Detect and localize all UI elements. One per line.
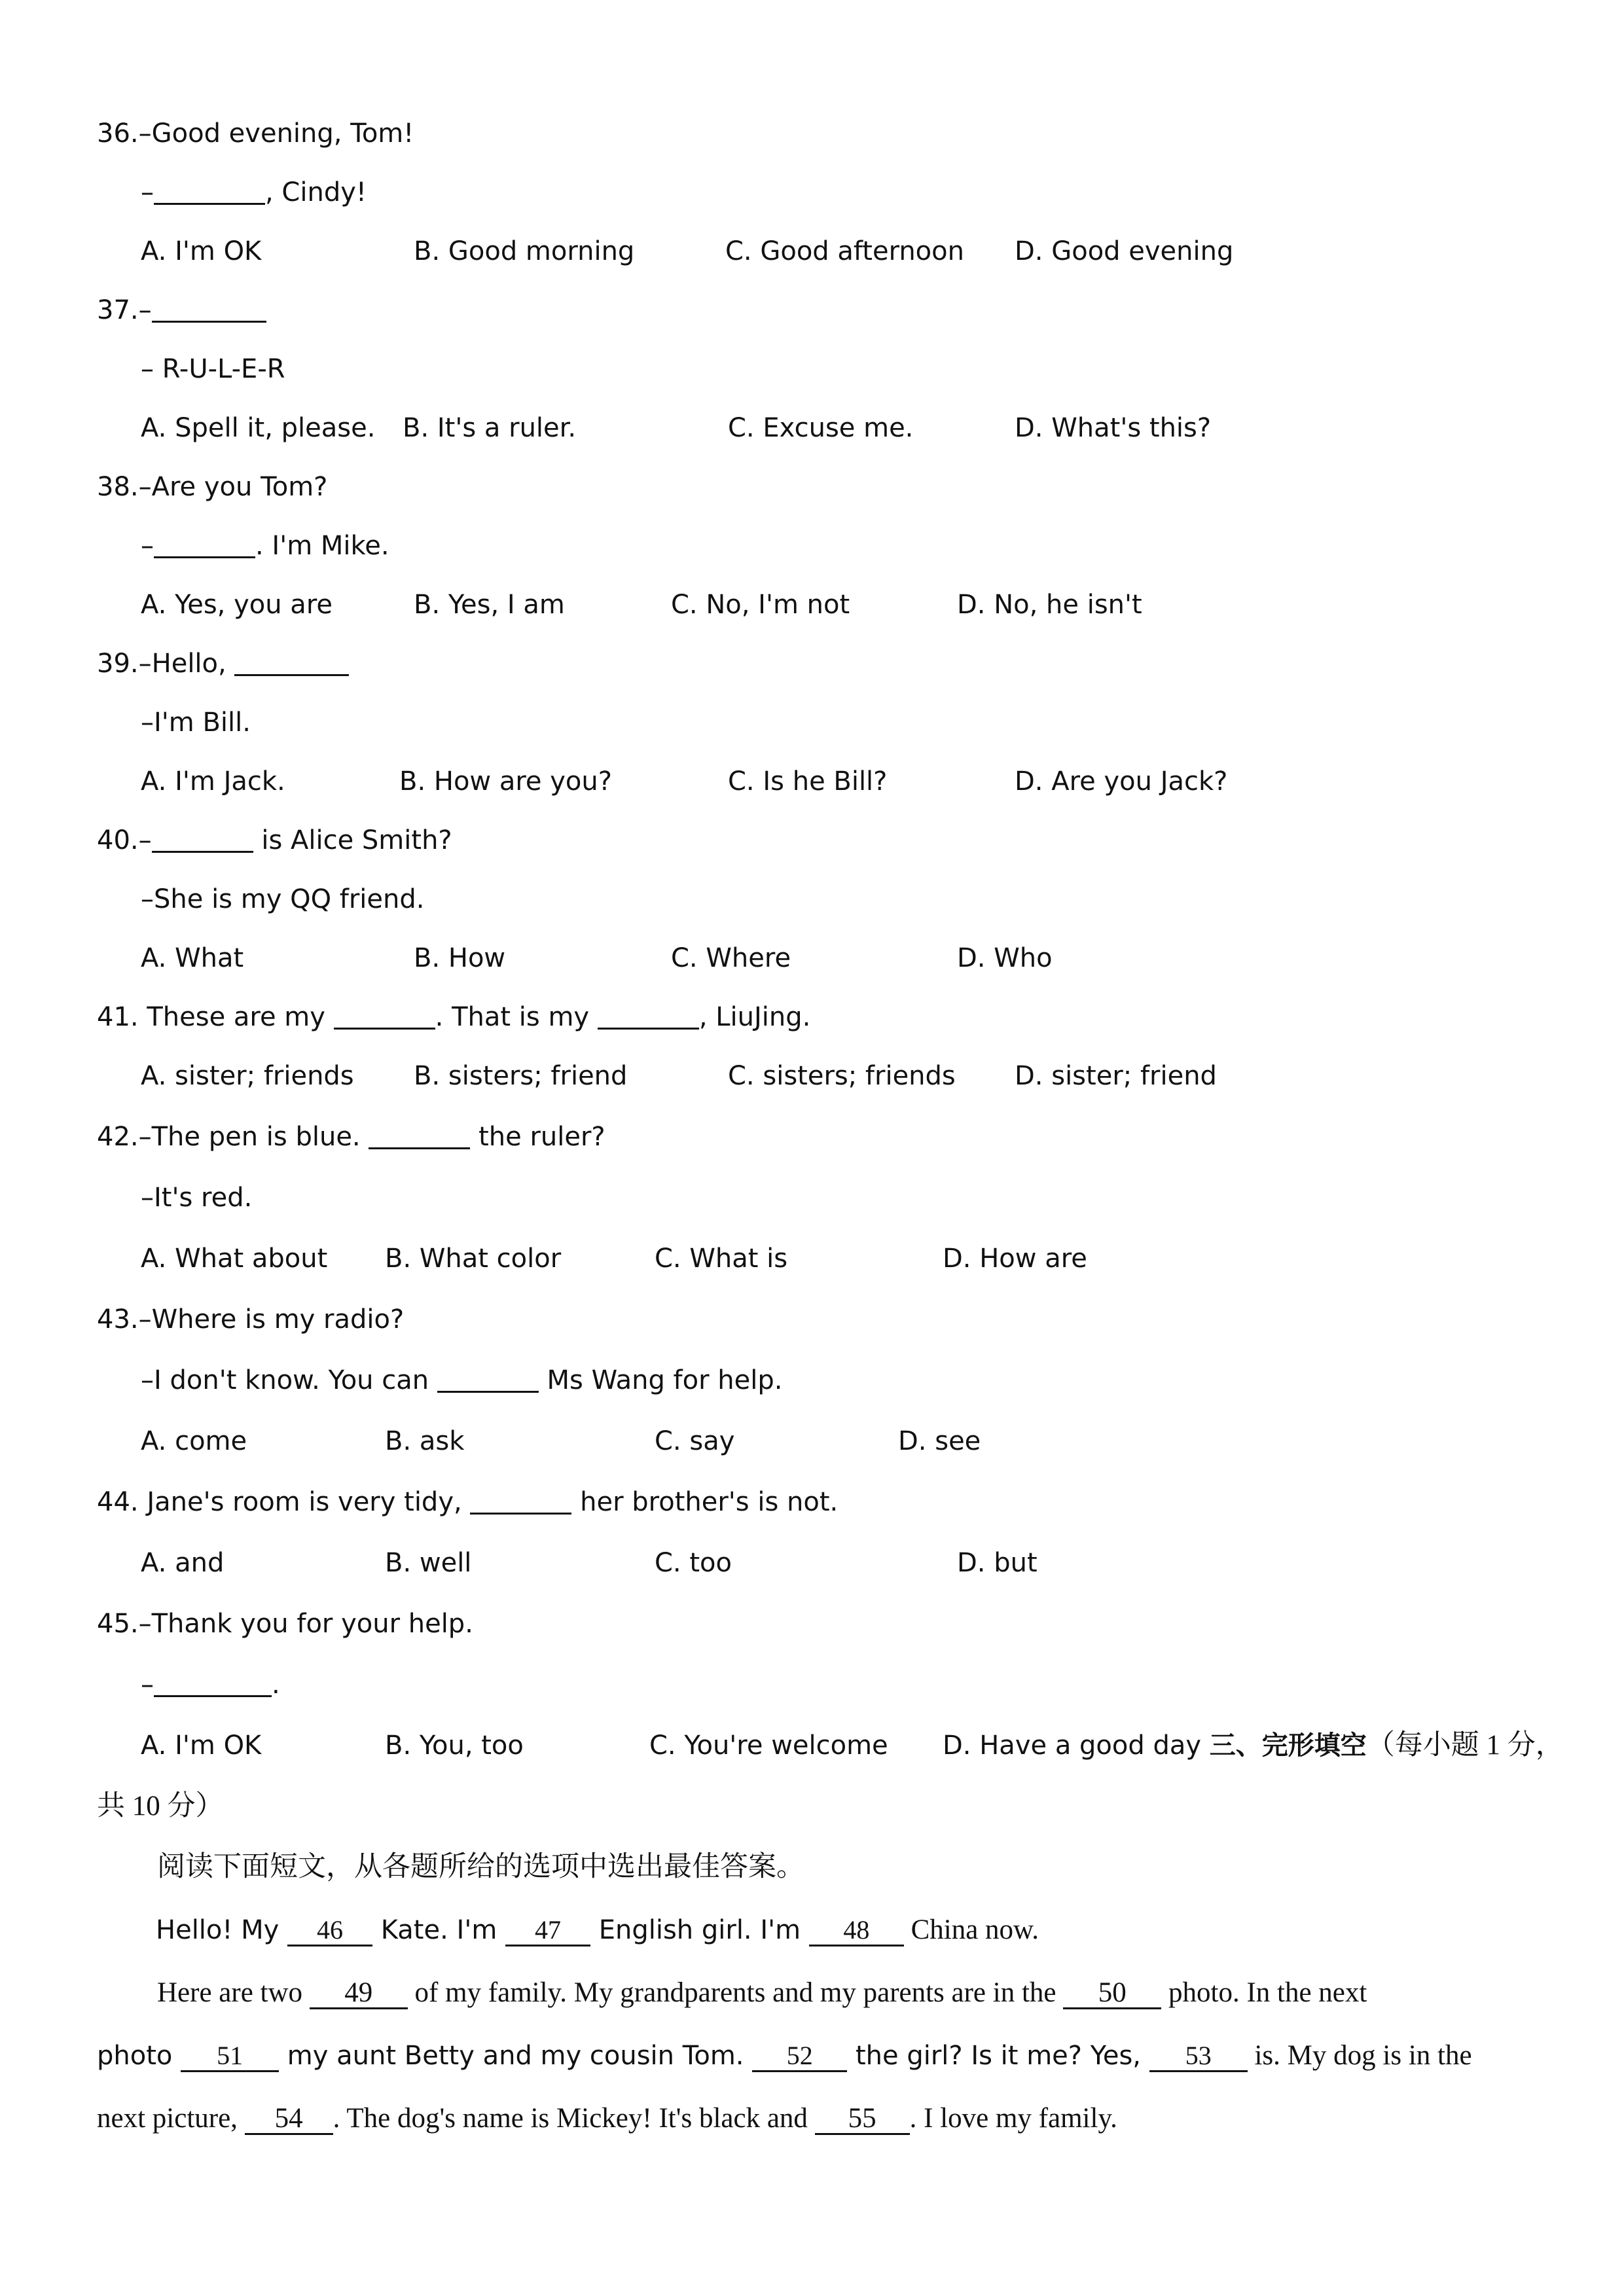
q41-option-a[interactable]: A. sister; friends bbox=[141, 1061, 354, 1091]
q37-option-c[interactable]: C. Excuse me. bbox=[728, 413, 914, 443]
question-number: 44. bbox=[97, 1487, 139, 1517]
cloze-line-4: next picture, 54 . The dog's name is Mickey! It's black and 55 . I love my family. bbox=[97, 2103, 1117, 2134]
q40-option-a[interactable]: A. What bbox=[141, 943, 244, 973]
q45-option-d[interactable]: D. Have a good day bbox=[943, 1731, 1202, 1761]
q43-line-2: –I don't know. You can Ms Wang for help. bbox=[141, 1365, 783, 1395]
q43-line-1: 43.–Where is my radio? bbox=[97, 1304, 405, 1335]
q44-option-b[interactable]: B. well bbox=[385, 1548, 472, 1578]
q38-option-d[interactable]: D. No, he isn't bbox=[957, 590, 1142, 620]
question-number: 45. bbox=[97, 1609, 139, 1639]
q44-option-a[interactable]: A. and bbox=[141, 1548, 225, 1578]
q45-line-2: – . bbox=[141, 1670, 280, 1700]
q40-option-b[interactable]: B. How bbox=[414, 943, 506, 973]
answer-blank[interactable] bbox=[154, 177, 265, 205]
q38-option-c[interactable]: C. No, I'm not bbox=[671, 590, 850, 620]
q43-option-c[interactable]: C. say bbox=[655, 1426, 735, 1456]
q44-option-d[interactable]: D. but bbox=[957, 1548, 1038, 1578]
q42-option-c[interactable]: C. What is bbox=[655, 1244, 788, 1274]
q39-line-2: –I'm Bill. bbox=[141, 708, 251, 738]
q43-option-d[interactable]: D. see bbox=[898, 1426, 981, 1456]
q42-option-b[interactable]: B. What color bbox=[385, 1244, 562, 1274]
answer-blank[interactable] bbox=[437, 1365, 539, 1393]
q36-option-c[interactable]: C. Good afternoon bbox=[725, 236, 964, 266]
cloze-line-1: Hello! My 46 Kate. I'm 47 English girl. I'm 48 China now. bbox=[156, 1914, 1039, 1945]
q39-line-1: 39.–Hello, bbox=[97, 648, 349, 679]
q42-line-2: –It's red. bbox=[141, 1183, 253, 1213]
q45-option-a[interactable]: A. I'm OK bbox=[141, 1731, 262, 1761]
question-number: 37. bbox=[97, 295, 139, 325]
q44-option-c[interactable]: C. too bbox=[655, 1548, 732, 1578]
q41-option-c[interactable]: C. sisters; friends bbox=[728, 1061, 956, 1091]
q38-line-2: – . I'm Mike. bbox=[141, 531, 389, 561]
q38-option-a[interactable]: A. Yes, you are bbox=[141, 590, 333, 620]
q40-line-2: –She is my QQ friend. bbox=[141, 884, 425, 914]
q37-line-2: – R-U-L-E-R bbox=[141, 354, 285, 384]
q45-line-1: 45.–Thank you for your help. bbox=[97, 1609, 473, 1639]
q41-option-b[interactable]: B. sisters; friend bbox=[414, 1061, 628, 1091]
q36-line-1: 36.–Good evening, Tom! bbox=[97, 118, 414, 149]
q41-line-1: 41. These are my . That is my , LiuJing. bbox=[97, 1002, 811, 1032]
cloze-blank-49[interactable]: 49 bbox=[310, 1979, 408, 2009]
q36-option-a[interactable]: A. I'm OK bbox=[141, 236, 262, 266]
cloze-line-2: Here are two 49 of my family. My grandparents and my parents are in the 50 photo. In the next bbox=[157, 1977, 1367, 2008]
q45-option-c[interactable]: C. You're welcome bbox=[649, 1731, 888, 1761]
q36-line-2: – , Cindy! bbox=[141, 177, 367, 207]
q39-option-d[interactable]: D. Are you Jack? bbox=[1015, 766, 1228, 797]
q38-option-b[interactable]: B. Yes, I am bbox=[414, 590, 565, 620]
section-instruction: 阅读下面短文，从各题所给的选项中选出最佳答案。 bbox=[157, 1852, 804, 1882]
q39-option-a[interactable]: A. I'm Jack. bbox=[141, 766, 285, 797]
q42-option-a[interactable]: A. What about bbox=[141, 1244, 328, 1274]
cloze-blank-46[interactable]: 46 bbox=[287, 1916, 372, 1946]
cloze-blank-50[interactable]: 50 bbox=[1063, 1979, 1161, 2009]
q37-line-1: 37.– bbox=[97, 295, 266, 326]
cloze-blank-51[interactable]: 51 bbox=[181, 2041, 279, 2072]
question-number: 39. bbox=[97, 649, 139, 679]
cloze-blank-48[interactable]: 48 bbox=[809, 1916, 904, 1946]
cloze-blank-55[interactable]: 55 bbox=[815, 2104, 910, 2135]
question-number: 42. bbox=[97, 1122, 139, 1152]
q40-option-c[interactable]: C. Where bbox=[671, 943, 791, 973]
q37-option-a[interactable]: A. Spell it, please. bbox=[141, 413, 376, 443]
cloze-blank-54[interactable]: 54 bbox=[245, 2104, 333, 2135]
q40-line-1: 40.– is Alice Smith? bbox=[97, 825, 452, 855]
answer-blank[interactable] bbox=[470, 1486, 571, 1515]
q39-option-c[interactable]: C. Is he Bill? bbox=[728, 766, 888, 797]
q37-option-d[interactable]: D. What's this? bbox=[1015, 413, 1212, 443]
section-note: （每小题 1 分， bbox=[1366, 1730, 1564, 1761]
q43-option-b[interactable]: B. ask bbox=[385, 1426, 465, 1456]
question-number: 40. bbox=[97, 825, 139, 855]
q42-option-d[interactable]: D. How are bbox=[943, 1244, 1087, 1274]
answer-blank[interactable] bbox=[369, 1121, 470, 1149]
question-number: 38. bbox=[97, 472, 139, 502]
q36-option-b[interactable]: B. Good morning bbox=[414, 236, 635, 266]
cloze-blank-47[interactable]: 47 bbox=[505, 1916, 590, 1946]
q42-line-1: 42.–The pen is blue. the ruler? bbox=[97, 1122, 605, 1152]
cloze-line-3: photo 51 my aunt Betty and my cousin Tom. 52 the girl? Is it me? Yes, 53 is. My dog is in the bbox=[97, 2040, 1472, 2071]
answer-blank[interactable] bbox=[598, 1001, 699, 1030]
answer-blank[interactable] bbox=[334, 1001, 435, 1030]
q44-line-1: 44. Jane's room is very tidy, her brother's is not. bbox=[97, 1487, 839, 1517]
q45-option-b[interactable]: B. You, too bbox=[385, 1731, 524, 1761]
section-heading: 三、完形填空 bbox=[1209, 1731, 1367, 1761]
q38-line-1: 38.–Are you Tom? bbox=[97, 472, 328, 502]
answer-blank[interactable] bbox=[152, 295, 266, 323]
question-number: 36. bbox=[97, 118, 139, 149]
q37-option-b[interactable]: B. It's a ruler. bbox=[403, 413, 577, 443]
question-number: 43. bbox=[97, 1304, 139, 1335]
q43-option-a[interactable]: A. come bbox=[141, 1426, 247, 1456]
section-note-continued: 共 10 分） bbox=[97, 1791, 224, 1821]
answer-blank[interactable] bbox=[154, 530, 255, 558]
q36-option-d[interactable]: D. Good evening bbox=[1015, 236, 1234, 266]
question-number: 41. bbox=[97, 1002, 139, 1032]
q41-option-d[interactable]: D. sister; friend bbox=[1015, 1061, 1217, 1091]
q39-option-b[interactable]: B. How are you? bbox=[399, 766, 612, 797]
q40-option-d[interactable]: D. Who bbox=[957, 943, 1053, 973]
answer-blank[interactable] bbox=[154, 1669, 272, 1697]
answer-blank[interactable] bbox=[234, 648, 349, 676]
answer-blank[interactable] bbox=[152, 825, 253, 853]
cloze-blank-53[interactable]: 53 bbox=[1149, 2041, 1248, 2072]
cloze-blank-52[interactable]: 52 bbox=[752, 2041, 847, 2072]
q45-option-d-with-section-heading bbox=[943, 1730, 1564, 1761]
